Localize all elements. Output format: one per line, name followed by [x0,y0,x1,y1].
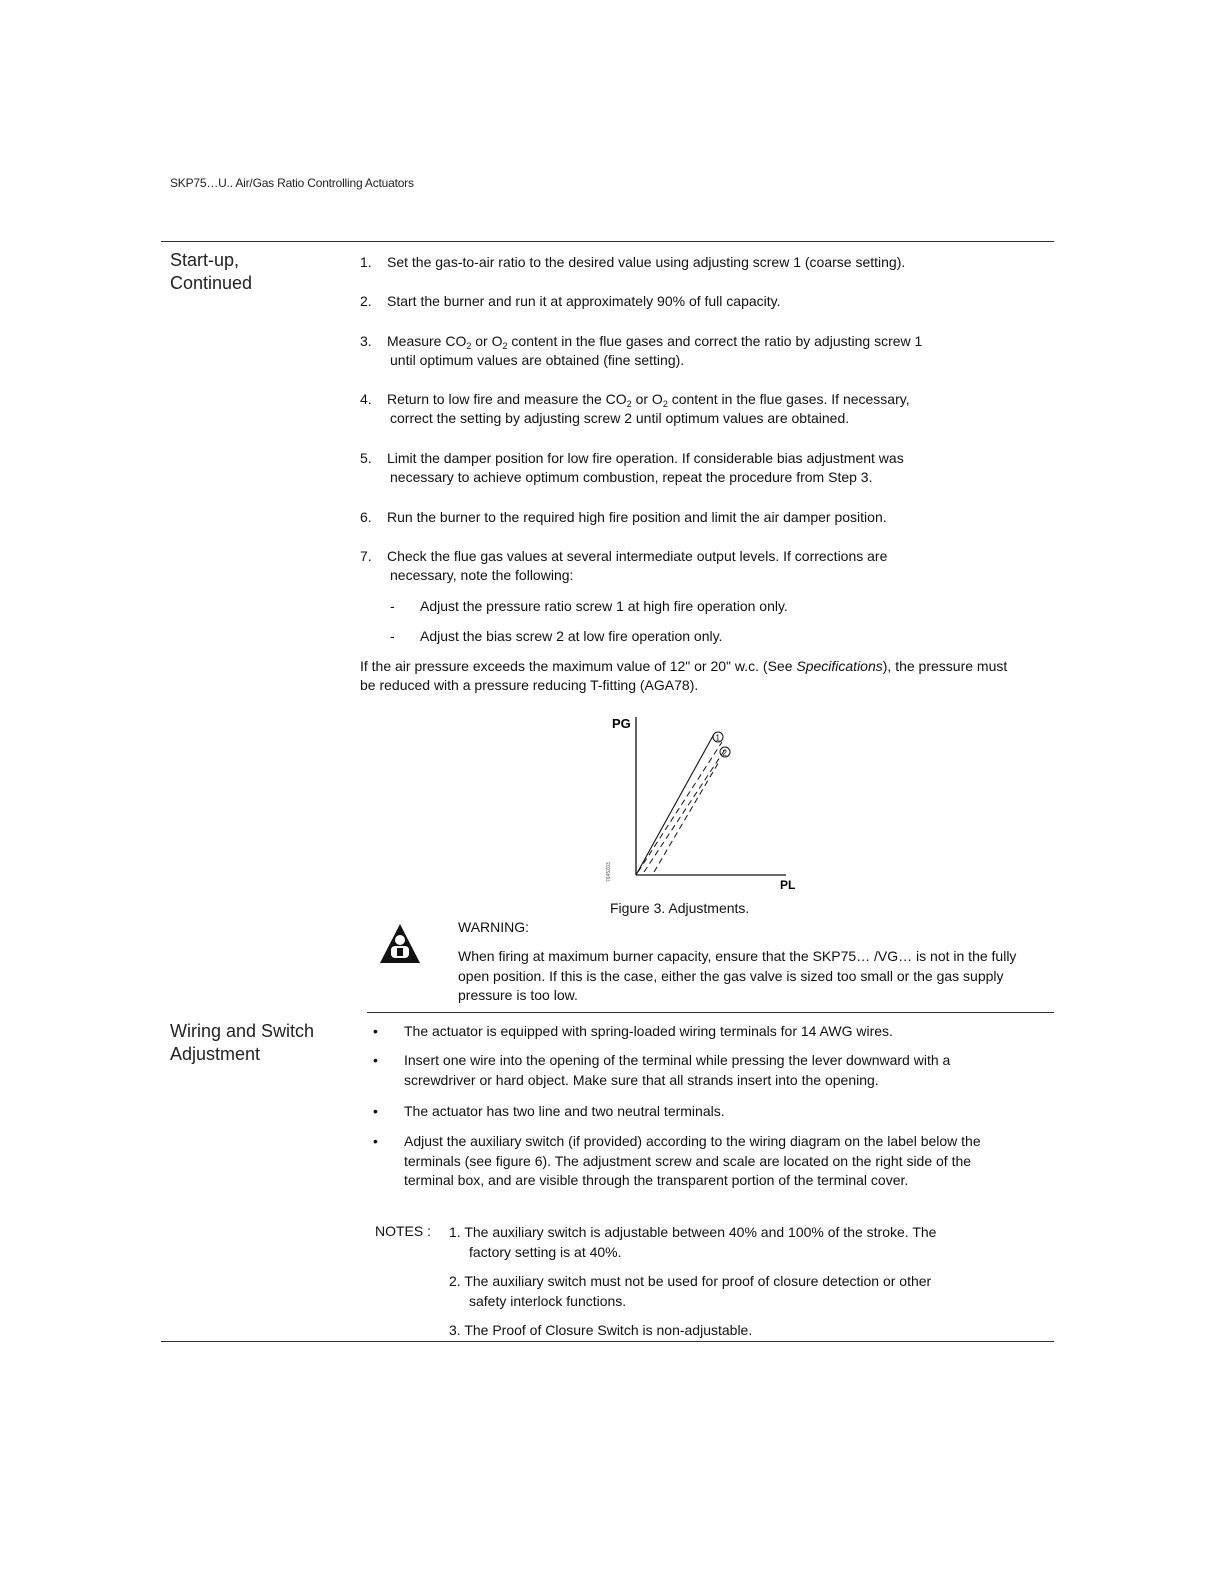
section-title-startup-line2: Continued [170,273,253,293]
notes-label: NOTES : [375,1223,432,1239]
section-title-wiring-line1: Wiring and Switch [170,1021,315,1041]
step-text: Limit the damper position for low fire operation. If considerable bias adjustment was necessary to achieve optimum combustion, repeat the procedure from Step 3. [387,449,1020,487]
startup-step [360,292,1020,311]
step-text: Run the burner to the required high fire position and limit the air damper position. [387,509,887,525]
wiring-bullet [373,1102,1013,1122]
note-item: 2. The auxiliary switch must not be used for proof of closure detection or other safety interlock functions. [449,1272,1009,1311]
ratio-line-dashed-2 [644,748,726,872]
bullet-text: The actuator is equipped with spring-loaded wiring terminals for 14 AWG wires. [404,1023,893,1039]
figure-caption: Figure 3. Adjustments. [610,900,750,916]
step-text: Start the burner and run it at approximately 90% of full capacity. [387,293,781,309]
step-text-continued: correct the setting by adjusting screw 2 until optimum values are obtained. [390,410,850,426]
step-text: Return to low fire and measure the $CO_2$ or $O_2$ content in the flue gases. If necessary, correct the setting by adjusting screw 2 until optimum values are obtained. [387,390,1020,428]
warning-title: WARNING: [458,919,530,935]
note-item: 3. The Proof of Closure Switch is non-adjustable. [449,1322,753,1338]
sub-item [390,597,788,616]
adjustment-diagram [596,712,806,897]
wiring-bullet [373,1022,1013,1042]
wiring-bullet [373,1132,1013,1191]
sub-item [390,627,722,646]
step-text: Set the gas-to-air ratio to the desired value using adjusting screw 1 (coarse setting). [387,254,906,270]
step-number: 2. [360,293,372,309]
section-divider-top [161,241,1054,242]
dash-marker: - [390,598,395,614]
bullet-text: The actuator has two line and two neutral terminals. [404,1103,725,1119]
startup-step [360,390,1020,428]
sub-item-text: Adjust the pressure ratio screw 1 at high fire operation only. [420,598,788,614]
step-text-continued: necessary to achieve optimum combustion, repeat the procedure from Step 3. [390,469,873,485]
step-number: 4. [360,391,372,407]
warning-icon [378,922,422,966]
screw-1-label: 1 [715,733,720,743]
step-text: Measure $CO_2$ or $O_2$ content in the flue gases and correct the ratio by adjusting screw 1 until optimum values are obtained (fine setting). [387,332,1020,370]
drawing-id: 7645Z03 [606,862,612,882]
startup-step [360,253,1020,272]
step-text-continued: until optimum values are obtained (fine setting). [390,352,685,368]
screw-2-label: 2 [722,748,727,758]
section-divider-wiring [367,1012,1054,1013]
section-title-startup [170,249,345,295]
bullet-marker: • [373,1133,378,1149]
startup-step [360,508,1020,527]
pressure-note: If the air pressure exceeds the maximum value of 12" or 20" w.c. (See Specifications), the pressure must be reduced with a pressure reducing T-fitting (AGA78). [360,658,1008,693]
step-text-continued: necessary, note the following: [390,567,574,583]
ratio-line-dashed-3 [654,760,720,872]
running-header: SKP75…U.. Air/Gas Ratio Controlling Actuators [170,176,414,190]
ratio-line-dashed-1 [638,742,722,872]
bullet-marker: • [373,1023,378,1039]
step-number: 1. [360,254,372,270]
y-axis-label: PG [612,716,631,731]
bullet-marker: • [373,1052,378,1068]
section-divider-bottom [161,1341,1054,1342]
bullet-marker: • [373,1103,378,1119]
step-number: 7. [360,548,372,564]
startup-step [360,449,1020,487]
wiring-bullet [373,1051,1013,1090]
startup-step [360,332,1020,370]
startup-step [360,547,1020,585]
note-text-continued: factory setting is at 40%. [469,1243,622,1260]
ratio-line-solid [636,734,714,875]
section-title-wiring-line2: Adjustment [170,1044,261,1064]
sub-item-text: Adjust the bias screw 2 at low fire operation only. [420,628,723,644]
section-title-startup-line1: Start-up, [170,250,240,270]
specifications-reference: Specifications [796,658,883,674]
x-axis-label: PL [780,878,796,892]
figure-adjustments [596,712,806,897]
note-text-continued: safety interlock functions. [469,1292,627,1309]
step-text: Check the flue gas values at several intermediate output levels. If corrections are necessary, note the following: [387,547,1020,585]
step-number: 6. [360,509,372,525]
dash-marker: - [390,628,395,644]
step-number: 3. [360,333,372,349]
bullet-text: Adjust the auxiliary switch (if provided) according to the wiring diagram on the label below the terminals (see figure 6). The adjustment screw and scale are located on the right side of the terminal box, and are visible through the transparent portion of the terminal cover. [404,1133,981,1188]
step-number: 5. [360,450,372,466]
section-title-wiring [170,1020,345,1066]
note-item: 1. The auxiliary switch is adjustable between 40% and 100% of the stroke. The factory setting is at 40%. [449,1223,1009,1262]
bullet-text: Insert one wire into the opening of the terminal while pressing the lever downward with a screwdriver or hard object. Make sure that all strands insert into the opening. [404,1052,951,1088]
warning-body: When firing at maximum burner capacity, ensure that the SKP75… /VG… is not in the fully open position. If this is the case, either the gas valve is sized too small or the gas supply pressure is too low. [458,948,1017,1003]
